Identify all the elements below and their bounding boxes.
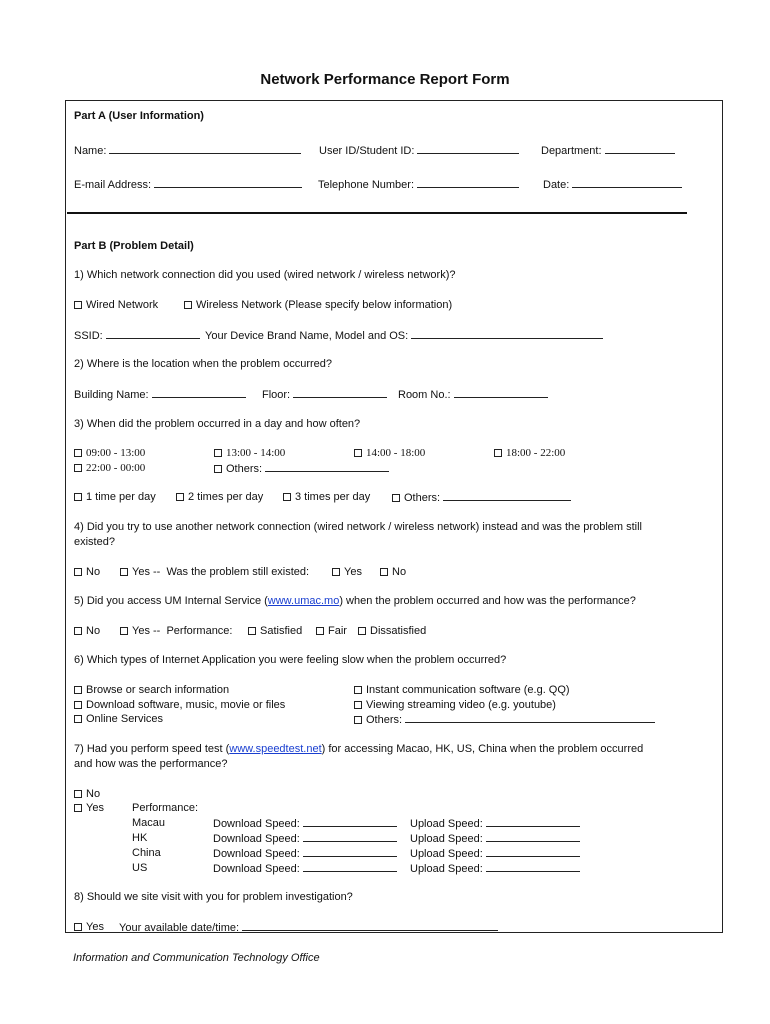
region-label: Macau [132, 817, 166, 829]
region-label: China [132, 847, 161, 859]
question-4-cont: existed? [74, 536, 115, 548]
app-option[interactable]: Online Services [74, 712, 163, 726]
checkbox-icon[interactable] [74, 449, 82, 457]
question-4: 4) Did you try to use another network connection (wired network / wireless network) instead and was the problem still [74, 521, 642, 533]
time-option[interactable]: 18:00 - 22:00 [494, 446, 565, 460]
checkbox-icon[interactable] [214, 449, 222, 457]
footer-office: Information and Communication Technology Office [73, 952, 320, 964]
question-6: 6) Which types of Internet Application you were feeling slow when the problem occurred? [74, 654, 507, 666]
wireless-network-checkbox[interactable]: Wireless Network (Please specify below information) [184, 298, 452, 312]
satisfied-checkbox[interactable]: Satisfied [248, 624, 302, 638]
time-option[interactable]: 13:00 - 14:00 [214, 446, 285, 460]
checkbox-icon[interactable] [354, 716, 362, 724]
time-others-field[interactable]: Others: [214, 461, 389, 476]
q5-yes-checkbox[interactable]: Yes -- Performance: [120, 624, 232, 638]
upload-speed-field[interactable]: Upload Speed: [410, 816, 580, 831]
app-option[interactable]: Download software, music, movie or files [74, 698, 285, 712]
app-option[interactable]: Browse or search information [74, 683, 229, 697]
question-8: 8) Should we site visit with you for problem investigation? [74, 891, 353, 903]
app-option[interactable]: Viewing streaming video (e.g. youtube) [354, 698, 556, 712]
region-label: HK [132, 832, 148, 844]
page-title: Network Performance Report Form [260, 71, 510, 88]
checkbox-icon[interactable] [354, 701, 362, 709]
available-date-field[interactable]: Your available date/time: [119, 920, 498, 935]
frequency-option[interactable]: 2 times per day [176, 490, 263, 504]
user-id-field[interactable]: User ID/Student ID: [319, 143, 519, 158]
download-speed-field[interactable]: Download Speed: [213, 846, 397, 861]
q7-no-checkbox[interactable]: No [74, 787, 100, 801]
question-7: 7) Had you perform speed test (www.speedtest.net) for accessing Macao, HK, US, China when the problem occurred [74, 743, 644, 755]
wired-network-checkbox[interactable]: Wired Network [74, 298, 158, 312]
email-field[interactable]: E-mail Address: [74, 177, 302, 192]
performance-label: Performance: [132, 802, 199, 814]
question-1: 1) Which network connection did you used (wired network / wireless network)? [74, 269, 456, 281]
question-5: 5) Did you access UM Internal Service (www.umac.mo) when the problem occurred and how was the performance? [74, 595, 636, 607]
checkbox-icon[interactable] [120, 568, 128, 576]
floor-field[interactable]: Floor: [262, 387, 387, 402]
time-option[interactable]: 14:00 - 18:00 [354, 446, 425, 460]
umac-link[interactable]: www.umac.mo [267, 595, 340, 607]
app-option[interactable]: Instant communication software (e.g. QQ) [354, 683, 570, 697]
checkbox-icon[interactable] [316, 627, 324, 635]
frequency-option[interactable]: 1 time per day [74, 490, 156, 504]
question-3: 3) When did the problem occurred in a day and how often? [74, 418, 361, 430]
frequency-others-field[interactable]: Others: [392, 490, 571, 505]
checkbox-icon[interactable] [176, 493, 184, 501]
device-field[interactable]: Your Device Brand Name, Model and OS: [205, 328, 603, 343]
ssid-field[interactable]: SSID: [74, 328, 200, 343]
checkbox-icon[interactable] [74, 701, 82, 709]
speedtest-link[interactable]: www.speedtest.net [229, 743, 322, 755]
checkbox-icon[interactable] [74, 715, 82, 723]
q4-still-yes-checkbox[interactable]: Yes [332, 565, 362, 579]
q4-yes-checkbox[interactable]: Yes -- Was the problem still existed: [120, 565, 309, 579]
checkbox-icon[interactable] [354, 686, 362, 694]
fair-checkbox[interactable]: Fair [316, 624, 347, 638]
q5-no-checkbox[interactable]: No [74, 624, 100, 638]
section-divider [67, 212, 687, 214]
checkbox-icon[interactable] [74, 923, 82, 931]
department-field[interactable]: Department: [541, 143, 675, 158]
q4-still-no-checkbox[interactable]: No [380, 565, 406, 579]
app-others-field[interactable]: Others: [354, 712, 655, 727]
checkbox-icon[interactable] [184, 301, 192, 309]
checkbox-icon[interactable] [74, 804, 82, 812]
checkbox-icon[interactable] [214, 465, 222, 473]
checkbox-icon[interactable] [380, 568, 388, 576]
q8-yes-checkbox[interactable]: Yes [74, 920, 104, 934]
question-7-cont: and how was the performance? [74, 758, 228, 770]
room-field[interactable]: Room No.: [398, 387, 548, 402]
checkbox-icon[interactable] [74, 301, 82, 309]
upload-speed-field[interactable]: Upload Speed: [410, 831, 580, 846]
checkbox-icon[interactable] [74, 790, 82, 798]
checkbox-icon[interactable] [354, 449, 362, 457]
checkbox-icon[interactable] [358, 627, 366, 635]
checkbox-icon[interactable] [332, 568, 340, 576]
time-option[interactable]: 22:00 - 00:00 [74, 461, 145, 475]
upload-speed-field[interactable]: Upload Speed: [410, 861, 580, 876]
checkbox-icon[interactable] [120, 627, 128, 635]
download-speed-field[interactable]: Download Speed: [213, 861, 397, 876]
checkbox-icon[interactable] [494, 449, 502, 457]
checkbox-icon[interactable] [392, 494, 400, 502]
download-speed-field[interactable]: Download Speed: [213, 816, 397, 831]
q7-yes-checkbox[interactable]: Yes [74, 801, 104, 815]
dissatisfied-checkbox[interactable]: Dissatisfied [358, 624, 426, 638]
date-field[interactable]: Date: [543, 177, 682, 192]
checkbox-icon[interactable] [248, 627, 256, 635]
q4-no-checkbox[interactable]: No [74, 565, 100, 579]
upload-speed-field[interactable]: Upload Speed: [410, 846, 580, 861]
checkbox-icon[interactable] [74, 568, 82, 576]
telephone-field[interactable]: Telephone Number: [318, 177, 519, 192]
part-b-heading: Part B (Problem Detail) [74, 240, 194, 252]
checkbox-icon[interactable] [74, 464, 82, 472]
download-speed-field[interactable]: Download Speed: [213, 831, 397, 846]
region-label: US [132, 862, 148, 874]
time-option[interactable]: 09:00 - 13:00 [74, 446, 145, 460]
checkbox-icon[interactable] [74, 627, 82, 635]
checkbox-icon[interactable] [74, 686, 82, 694]
checkbox-icon[interactable] [283, 493, 291, 501]
part-a-heading: Part A (User Information) [74, 110, 204, 122]
frequency-option[interactable]: 3 times per day [283, 490, 370, 504]
question-2: 2) Where is the location when the problem occurred? [74, 358, 333, 370]
checkbox-icon[interactable] [74, 493, 82, 501]
building-field[interactable]: Building Name: [74, 387, 246, 402]
name-field[interactable]: Name: [74, 143, 301, 158]
